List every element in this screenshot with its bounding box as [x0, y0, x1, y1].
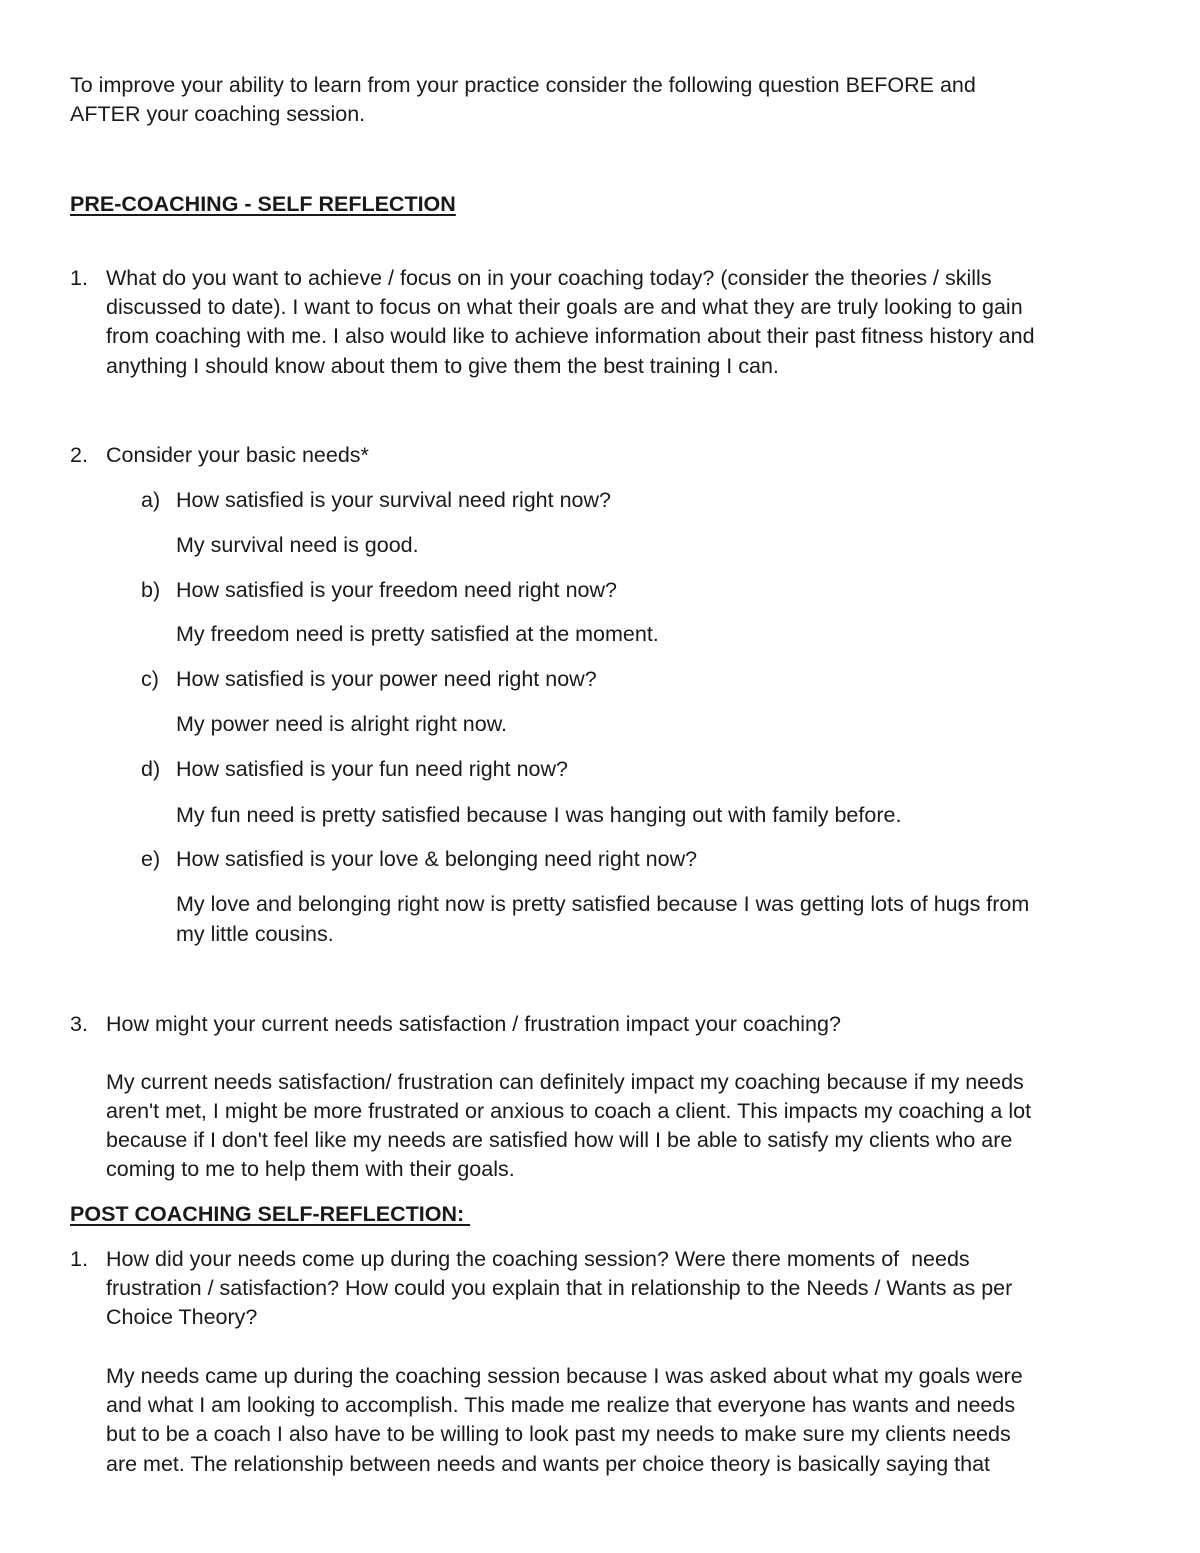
need-c-question: How satisfied is your power need right now? — [176, 667, 597, 691]
need-d-letter: d) — [141, 757, 161, 781]
post-q1-answer-line-4: are met. The relationship between needs and wants per choice theory is basically saying that — [106, 1452, 990, 1476]
post-q1-number: 1. — [70, 1247, 88, 1271]
pre-q3-number: 3. — [70, 1012, 88, 1036]
need-b-question: How satisfied is your freedom need right now? — [176, 578, 617, 602]
pre-q3-answer-line-4: coming to me to help them with their goals. — [106, 1157, 515, 1181]
post-q1-line-1: How did your needs come up during the coaching session? Were there moments of needs — [106, 1247, 970, 1271]
post-q1-answer-line-2: and what I am looking to accomplish. This made me realize that everyone has wants and needs — [106, 1393, 1016, 1417]
pre-q2-text: Consider your basic needs* — [106, 443, 369, 467]
intro-line-1: To improve your ability to learn from your practice consider the following question BEFORE and — [70, 73, 976, 97]
post-q1-answer-line-1: My needs came up during the coaching session because I was asked about what my goals were — [106, 1364, 1023, 1388]
pre-q3-answer-line-1: My current needs satisfaction/ frustration can definitely impact my coaching because if my needs — [106, 1070, 1024, 1094]
post-q1-line-2: frustration / satisfaction? How could you explain that in relationship to the Needs / Wants as per — [106, 1276, 1013, 1300]
need-e-question: How satisfied is your love & belonging need right now? — [176, 847, 698, 871]
pre-q1-number: 1. — [70, 266, 88, 290]
need-c-answer: My power need is alright right now. — [176, 712, 508, 736]
pre-coaching-heading: PRE-COACHING - SELF REFLECTION — [70, 192, 456, 216]
pre-q2-number: 2. — [70, 443, 88, 467]
pre-q3-text: How might your current needs satisfaction / frustration impact your coaching? — [106, 1012, 841, 1036]
post-q1-line-3: Choice Theory? — [106, 1305, 258, 1329]
need-e-letter: e) — [141, 847, 161, 871]
need-b-letter: b) — [141, 578, 161, 602]
post-coaching-heading: POST COACHING SELF-REFLECTION: — [70, 1202, 471, 1226]
need-c-letter: c) — [141, 667, 159, 691]
need-d-answer: My fun need is pretty satisfied because I was hanging out with family before. — [176, 803, 902, 827]
post-q1-answer-line-3: but to be a coach I also have to be willing to look past my needs to make sure my clients needs — [106, 1422, 1011, 1446]
intro-line-2: AFTER your coaching session. — [70, 102, 366, 126]
pre-q1-line-3: from coaching with me. I also would like to achieve information about their past fitness history and — [106, 324, 1035, 348]
need-d-question: How satisfied is your fun need right now? — [176, 757, 568, 781]
need-e-answer-line-2: my little cousins. — [176, 922, 334, 946]
need-a-answer: My survival need is good. — [176, 533, 419, 557]
pre-q1-line-2: discussed to date). I want to focus on what their goals are and what they are truly looking to gain — [106, 295, 1023, 319]
need-e-answer-line-1: My love and belonging right now is pretty satisfied because I was getting lots of hugs from — [176, 892, 1030, 916]
pre-q1-line-1: What do you want to achieve / focus on in your coaching today? (consider the theories / skills — [106, 266, 992, 290]
pre-q3-answer-line-3: because if I don't feel like my needs are satisfied how will I be able to satisfy my clients who are — [106, 1128, 1013, 1152]
need-a-letter: a) — [141, 488, 161, 512]
need-b-answer: My freedom need is pretty satisfied at the moment. — [176, 622, 659, 646]
pre-q3-answer-line-2: aren't met, I might be more frustrated or anxious to coach a client. This impacts my coaching a lot — [106, 1099, 1032, 1123]
pre-q1-line-4: anything I should know about them to give them the best training I can. — [106, 354, 779, 378]
need-a-question: How satisfied is your survival need right now? — [176, 488, 611, 512]
